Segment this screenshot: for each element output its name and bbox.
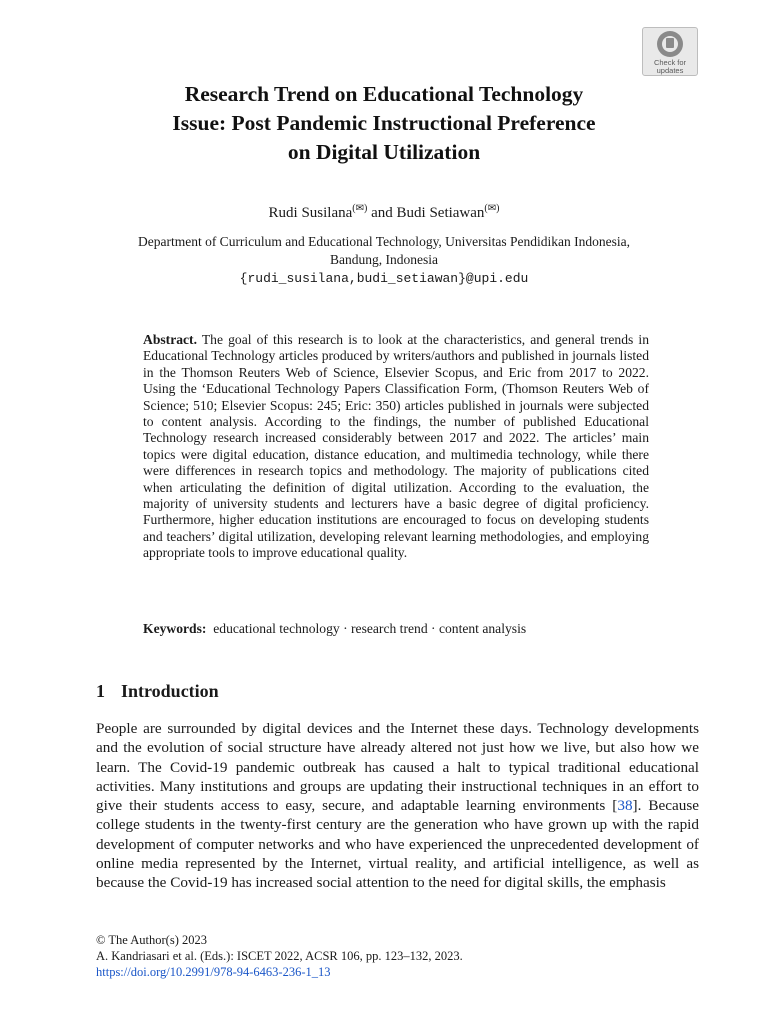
- keywords-text: educational technology · research trend · content analysis: [213, 621, 527, 636]
- affiliation: [120, 233, 648, 288]
- intro-text-part2: ]. Because college students in the twenty-first century are the generation who have grown up with the rapid development of computer networks and who have experienced the unprecedented development of online media represented by the Internet, virtual reality, and artificial intelligence, as well as because the Covid-19 has increased social attention to the need for digital skills, the emphasis: [96, 797, 700, 892]
- abstract: [143, 332, 649, 562]
- author-name: Rudi Susilana: [268, 205, 353, 221]
- badge-label: Check for updates: [653, 58, 687, 75]
- abstract-label: Abstract.: [143, 332, 197, 347]
- affiliation-city: Bandung, Indonesia: [330, 252, 438, 267]
- author-name: Budi Setiawan: [396, 205, 485, 221]
- section-number: 1: [96, 681, 105, 701]
- citation-link[interactable]: 38: [617, 797, 633, 815]
- page-footer: [96, 932, 463, 980]
- intro-paragraph: [96, 719, 699, 893]
- email-icon[interactable]: (✉): [484, 203, 500, 214]
- proceedings-citation: A. Kandriasari et al. (Eds.): ISCET 2022, ACSR 106, pp. 123–132, 2023.: [96, 949, 463, 963]
- check-for-updates-badge[interactable]: [642, 27, 698, 76]
- section-title: Introduction: [121, 681, 219, 701]
- author-list: [96, 199, 672, 223]
- title-line-2: Issue: Post Pandemic Instructional Preference: [172, 111, 596, 135]
- paper-title: [96, 80, 672, 167]
- check-updates-icon: [657, 31, 683, 57]
- keywords-label: Keywords:: [143, 621, 207, 636]
- copyright-notice: © The Author(s) 2023: [96, 933, 207, 947]
- author-email: {rudi_susilana,budi_setiawan}@upi.edu: [239, 271, 529, 286]
- keywords: [143, 620, 649, 637]
- author-conjunction: and: [371, 205, 393, 221]
- title-line-3: on Digital Utilization: [287, 140, 481, 164]
- doi-link[interactable]: https://doi.org/10.2991/978-94-6463-236-1_13: [96, 965, 331, 979]
- abstract-text: The goal of this research is to look at the characteristics, and general trends in Educational Technology articles produced by writers/authors and published in journals listed in the Thomson Reuters Web of Science, Elsevier Scopus, and Eric from 2017 to 2022. Using the ‘Educational Technology Papers Classification Form, (Thomson Reuters Web of Science; 510; Elsevier Scopus: 245; Eric: 350) articles published in journals were subjected to content analysis. According to the findings, the number of published Educational Technology research increased considerably between 2017 and 2022. The articles’ main topics were digital education, distance education, and multimedia technology, while there were differences in research topics and methodology. The majority of publications cited when articulating the definition of digital utilization. According to the evaluation, the majority of university students and lecturers have a basic degree of digital proficiency. Furthermore, higher education institutions are encouraged to focus on developing students and teachers’ digital utilization, developing relevant learning methodologies, and employing appropriate tools to improve educational quality.: [143, 332, 650, 561]
- affiliation-dept: Department of Curriculum and Educational Technology, Universitas Pendidikan Indonesia,: [137, 234, 631, 249]
- email-icon[interactable]: (✉): [352, 203, 368, 214]
- title-line-1: Research Trend on Educational Technology: [184, 82, 584, 106]
- section-heading: [96, 680, 219, 702]
- intro-text-part1: People are surrounded by digital devices and the Internet these days. Technology developments and the evolution of social structure have already altered not just how we live, but also how we learn. The Covid-19 pandemic outbreak has caused a halt to typical traditional educational activities. Many institutions and groups are updating their instructional techniques in an effort to give their students access to easy, secure, and adaptable learning environments [: [96, 720, 699, 815]
